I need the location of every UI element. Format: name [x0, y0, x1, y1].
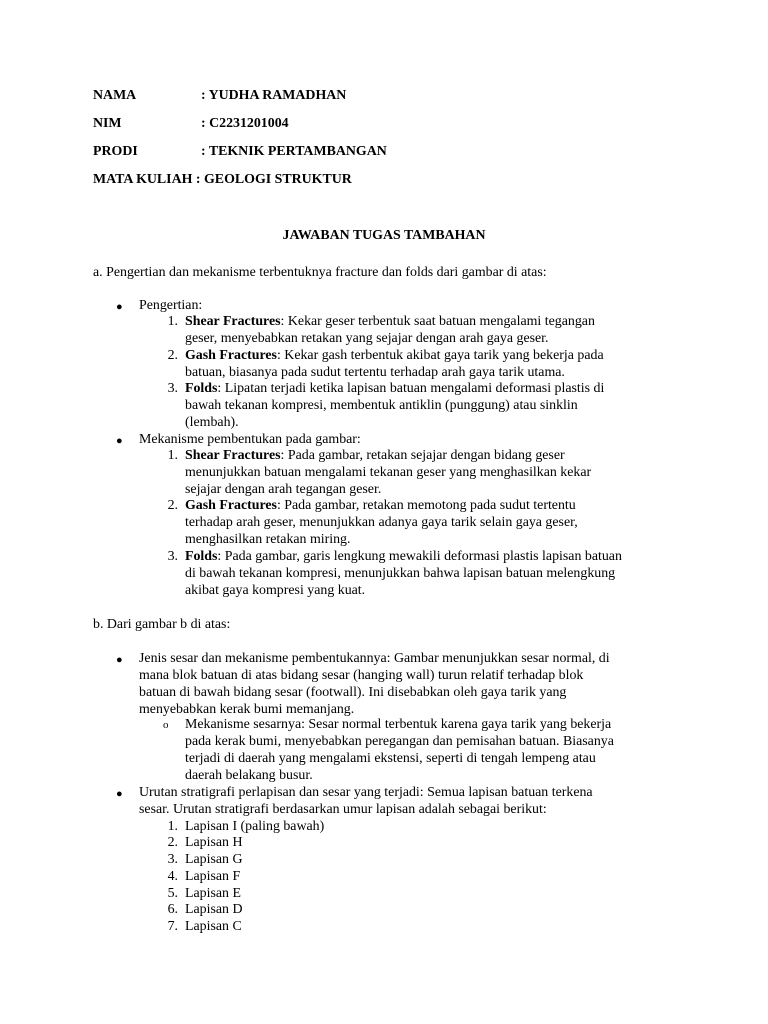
- lapisan-item: Lapisan C: [185, 919, 242, 934]
- list-item: Gash Fractures: Pada gambar, retakan memotong pada sudut tertentu terhadap arah geser, menunjukkan adanya gaya tarik selain gaya geser, menghasilkan retakan miring.: [185, 498, 578, 547]
- term: Shear Fractures: [185, 448, 281, 463]
- prodi-label: PRODI: [93, 144, 138, 159]
- list-number: 1.: [167, 448, 178, 463]
- lapisan-item: Lapisan G: [185, 852, 243, 867]
- nama-label: NAMA: [93, 88, 137, 103]
- bullet-icon: ●: [116, 301, 123, 313]
- matkul-line: MATA KULIAH : GEOLOGI STRUKTUR: [93, 172, 352, 187]
- lapisan-item: Lapisan I (paling bawah): [185, 819, 325, 834]
- list-item: Folds: Lipatan terjadi ketika lapisan batuan mengalami deformasi plastis di bawah tekanan kompresi, membentuk antiklin (punggung) atau sinklin (lembah).: [185, 381, 605, 430]
- term: Folds: [185, 549, 218, 564]
- mekanisme-sesar-paragraph: Mekanisme sesarnya: Sesar normal terbentuk karena gaya tarik yang bekerja pada kerak bumi, menyebabkan peregangan dan pemisahan batuan. Biasanya terjadi di daerah yang mengalami ekstensi, seperti di tengah lempeng atau daerah belakang busur.: [185, 717, 614, 783]
- list-item: Shear Fractures: Pada gambar, retakan sejajar dengan bidang geser menunjukkan batuan mengalami tekanan geser yang menghasilkan kekar sejajar dengan arah tegangan geser.: [185, 448, 592, 497]
- lapisan-item: Lapisan H: [185, 835, 243, 850]
- list-item: Shear Fractures: Kekar geser terbentuk saat batuan mengalami tegangan geser, menyebabkan retakan yang sejajar dengan arah gaya geser.: [185, 314, 595, 346]
- bullet-icon: ●: [116, 435, 123, 447]
- list-item: Gash Fractures: Kekar gash terbentuk akibat gaya tarik yang bekerja pada batuan, biasanya pada sudut tertentu terhadap arah gaya tarik utama.: [185, 348, 604, 380]
- list-number: 3.: [167, 381, 178, 396]
- list-number: 2.: [167, 348, 178, 363]
- list-number: 1.: [167, 819, 178, 834]
- lapisan-item: Lapisan D: [185, 902, 243, 917]
- list-number: 3.: [167, 852, 178, 867]
- list-number: 5.: [167, 886, 178, 901]
- page-title: JAWABAN TUGAS TAMBAHAN: [282, 228, 486, 243]
- list-number: 1.: [167, 314, 178, 329]
- term: Gash Fractures: [185, 498, 277, 513]
- term: Folds: [185, 381, 218, 396]
- section-b-heading: b. Dari gambar b di atas:: [93, 617, 231, 632]
- list-number: 2.: [167, 498, 178, 513]
- pengertian-label: Pengertian:: [139, 298, 203, 313]
- list-number: 4.: [167, 869, 178, 884]
- lapisan-item: Lapisan F: [185, 869, 241, 884]
- lapisan-item: Lapisan E: [185, 886, 241, 901]
- jenis-sesar-paragraph: Jenis sesar dan mekanisme pembentukannya: Gambar menunjukkan sesar normal, di mana blok batuan di atas bidang sesar (hanging wall) turun relatif terhadap blok batuan di bawah bidang sesar (footwall). Ini disebabkan oleh gaya tarik yang menyebabkan kerak bumi memanjang.: [139, 651, 610, 717]
- term: Gash Fractures: [185, 348, 277, 363]
- mekanisme-label: Mekanisme pembentukan pada gambar:: [139, 432, 361, 447]
- list-item: Folds: Pada gambar, garis lengkung mewakili deformasi plastis lapisan batuan di bawah tekanan kompresi, menunjukkan bahwa lapisan batuan melengkung akibat gaya kompresi yang kuat.: [185, 549, 622, 598]
- section-a-heading: a. Pengertian dan mekanisme terbentuknya fracture dan folds dari gambar di atas:: [93, 265, 547, 280]
- prodi-value: : TEKNIK PERTAMBANGAN: [201, 144, 387, 159]
- term: Shear Fractures: [185, 314, 281, 329]
- list-number: 3.: [167, 549, 178, 564]
- bullet-icon: ●: [116, 788, 123, 800]
- list-number: 7.: [167, 919, 178, 934]
- urutan-stratigrafi-paragraph: Urutan stratigrafi perlapisan dan sesar yang terjadi: Semua lapisan batuan terkena sesar. Urutan stratigrafi berdasarkan umur lapisan adalah sebagai berikut:: [139, 785, 593, 817]
- list-number: 2.: [167, 835, 178, 850]
- list-number: 6.: [167, 902, 178, 917]
- bullet-icon: ●: [116, 654, 123, 666]
- nama-value: : YUDHA RAMADHAN: [201, 88, 347, 103]
- nim-label: NIM: [93, 116, 122, 131]
- nim-value: : C2231201004: [201, 116, 289, 131]
- sub-bullet-icon: o: [163, 719, 169, 731]
